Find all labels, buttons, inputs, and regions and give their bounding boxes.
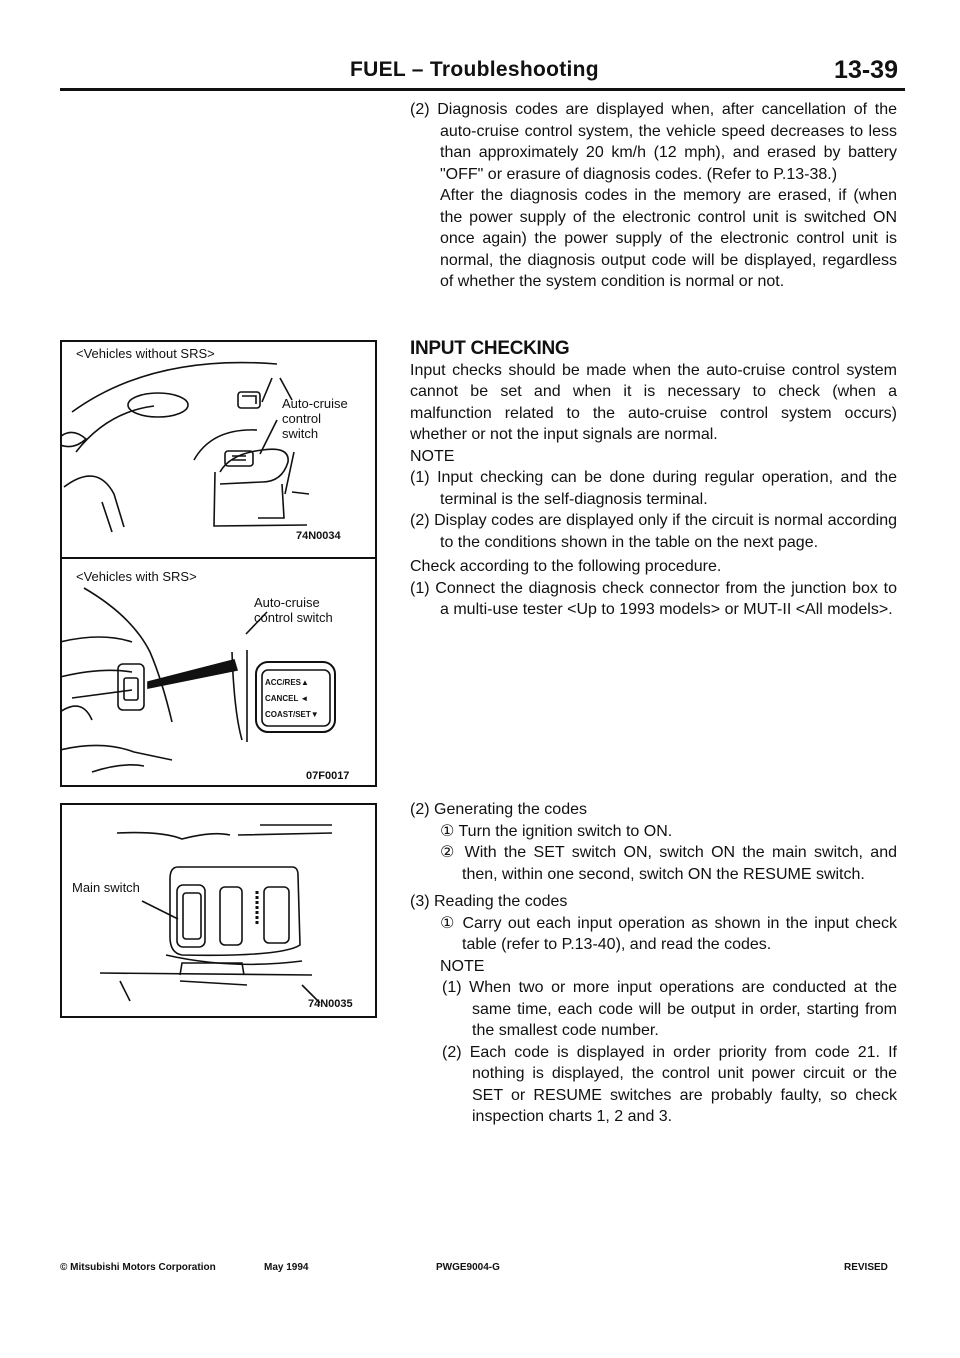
paragraph: After the diagnosis codes in the memory are erased, if (when the power supply of the electronic control unit is switched ON once again) the power supply of the electronic control unit is normal, the diagnosis output code will be displayed, regardless of whether the system condition is normal or not.	[440, 187, 897, 290]
procedure-substep: ① Carry out each input operation as shown in the input check table (refer to P.13-40), and read the codes.	[440, 914, 897, 953]
note-item: (2) Display codes are displayed only if the circuit is normal according to the conditions shown in the table on the next page.	[410, 512, 897, 551]
callout-label: Auto-cruise control switch	[282, 396, 348, 441]
figure-main-switch	[60, 803, 377, 1018]
code-procedure-section	[410, 799, 897, 1128]
figure-caption: <Vehicles with SRS>	[76, 569, 197, 584]
note-label: NOTE	[440, 957, 485, 975]
figure-auto-cruise-switch	[60, 340, 377, 787]
diagnosis-display-text	[410, 99, 897, 293]
footer-status: REVISED	[844, 1262, 888, 1273]
page-number: 13-39	[834, 56, 898, 84]
figure-code: 74N0034	[296, 530, 341, 542]
procedure-substep: ② With the SET switch ON, switch ON the main switch, and then, within one second, switch ON the RESUME switch.	[440, 844, 897, 883]
callout-label: Main switch	[72, 880, 140, 895]
callout-label: Auto-cruise control switch	[254, 595, 333, 625]
paragraph: Input checks should be made when the auto-cruise control system cannot be set and when it is necessary to check (when a malfunction related to the auto-cruise control system occurs) whether or not the input signals are normal.	[410, 361, 897, 443]
figure-code: 74N0035	[308, 998, 353, 1010]
header-rule	[60, 88, 905, 91]
note-label: NOTE	[410, 447, 455, 465]
procedure-step: (3) Reading the codes	[410, 893, 568, 910]
note-item: (2) Each code is displayed in order priority from code 21. If nothing is displayed, the control unit power circuit or the SET or RESUME switches are probably faulty, so check inspection charts 1, 2 and 3.	[442, 1043, 897, 1125]
switch-button-labels: ACC/RES▲ CANCEL ◄ COAST/SET▼	[265, 675, 319, 723]
main-switch-illustration	[62, 805, 375, 1016]
procedure-step: (2) Generating the codes	[410, 801, 587, 818]
paragraph: Check according to the following procedure.	[410, 558, 722, 575]
footer-date: May 1994	[264, 1262, 309, 1273]
note-item: (1) When two or more input operations are conducted at the same time, each code will be output in order, starting from the smallest code number.	[442, 979, 897, 1039]
paragraph: (2) Diagnosis codes are displayed when, after cancellation of the auto-cruise control system, the vehicle speed decreases to less than approximately 20 km/h (12 mph), and erased by battery "OFF" or erasure of diagnosis codes. (Refer to P.13-38.)	[410, 101, 897, 183]
procedure-substep: ① Turn the ignition switch to ON.	[440, 822, 673, 840]
section-heading: INPUT CHECKING	[410, 338, 570, 359]
procedure-step: (1) Connect the diagnosis check connector from the junction box to a multi-use tester <Up to 1993 models> or MUT-II <All models>.	[410, 579, 897, 618]
section-title: FUEL – Troubleshooting	[350, 58, 599, 81]
note-item: (1) Input checking can be done during regular operation, and the terminal is the self-diagnosis terminal.	[410, 469, 897, 508]
footer-copyright: © Mitsubishi Motors Corporation	[60, 1262, 216, 1273]
input-checking-section	[410, 338, 897, 621]
figure-caption: <Vehicles without SRS>	[76, 346, 215, 361]
figure-code: 07F0017	[306, 770, 350, 782]
footer-doc-code: PWGE9004-G	[436, 1262, 500, 1273]
